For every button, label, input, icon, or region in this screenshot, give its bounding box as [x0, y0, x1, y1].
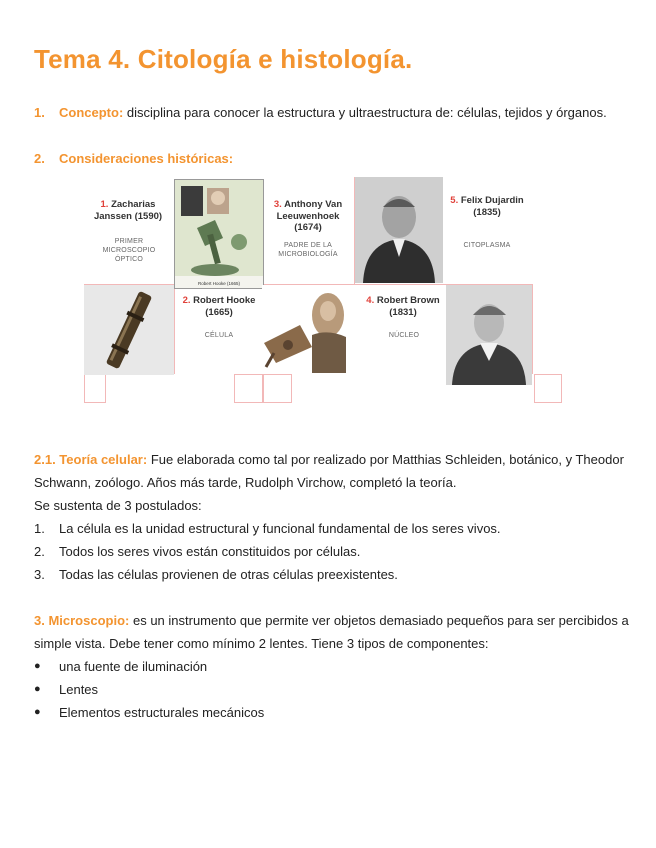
postulados-intro: Se sustenta de 3 postulados:: [34, 498, 202, 513]
hooke-caption: Robert Hooke (1665): [197, 281, 241, 286]
bullet-icon: ●: [34, 706, 41, 718]
list-item-consideraciones: [34, 147, 624, 170]
list-item-concepto: [34, 101, 624, 124]
scientist-janssen-contribution: PRIMER MICROSCOPIO ÓPTICO: [102, 238, 156, 263]
dujardin-portrait-image: [355, 177, 443, 283]
consideraciones-label: Consideraciones históricas:: [59, 151, 234, 166]
scientist-leeuwenhoek-contribution: PADRE DE LA MICROBIOLOGÍA: [278, 242, 338, 258]
hooke-microscope-image: [174, 179, 264, 289]
bullet-icon: ●: [34, 660, 41, 672]
scientist-leeuwenhoek-name: 3. Anthony Van Leeuwenhoek (1674): [273, 199, 343, 233]
microscopio-text: es un instrumento que permite ver objetos demasiado pequeños para ser percibidos a simple vista. Debe tener como mínimo 2 lentes. Tiene 3 tipos de componentes:: [34, 613, 629, 651]
list-number: 1.: [34, 105, 45, 120]
scientist-brown-name: 4. Robert Brown (1831): [366, 295, 440, 318]
janssen-microscope-image: [84, 285, 174, 375]
scientist-dujardin-contribution: CITOPLASMA: [463, 242, 511, 249]
microscopio-label: 3. Microscopio:: [34, 613, 130, 628]
scientist-hooke-name: 2. Robert Hooke (1665): [182, 295, 256, 318]
postulado-item: 2. Todos los seres vivos están constituidos por células.: [34, 544, 361, 559]
postulado-item: 3. Todas las células provienen de otras células preexistentes.: [34, 567, 398, 582]
scientist-hooke-contribution: CÉLULA: [204, 332, 234, 339]
component-item: ● Elementos estructurales mecánicos: [34, 701, 264, 724]
scientist-brown-contribution: NÚCLEO: [388, 332, 420, 339]
scientist-dujardin-name: 5. Felix Dujardin (1835): [450, 195, 524, 218]
teoria-celular-paragraph: [34, 448, 634, 494]
historical-timeline-figure: [84, 177, 564, 407]
concepto-label: Concepto:: [59, 105, 124, 120]
postulado-item: 1. La célula es la unidad estructural y funcional fundamental de los seres vivos.: [34, 521, 501, 536]
brown-portrait-image: [446, 285, 532, 385]
teoria-celular-text: Fue elaborada como tal por realizado por Matthias Schleiden, botánico, y Theodor Schwann, zoólogo. Años más tarde, Rudolph Virchow, completó la teoría.: [34, 452, 624, 490]
bullet-icon: ●: [34, 683, 41, 695]
component-item: ● Lentes: [34, 678, 98, 701]
teoria-celular-label: 2.1. Teoría celular:: [34, 452, 148, 467]
concepto-text: disciplina para conocer la estructura y ultraestructura de: células, tejidos y órganos.: [123, 105, 607, 120]
page-title: Tema 4. Citología e histología.: [34, 44, 413, 74]
leeuwenhoek-microscope-image: [262, 285, 352, 373]
component-item: ● una fuente de iluminación: [34, 655, 207, 678]
scientist-janssen-name: 1. Zacharias Janssen (1590): [93, 199, 163, 222]
list-number: 2.: [34, 151, 45, 166]
microscopio-paragraph: [34, 609, 634, 655]
